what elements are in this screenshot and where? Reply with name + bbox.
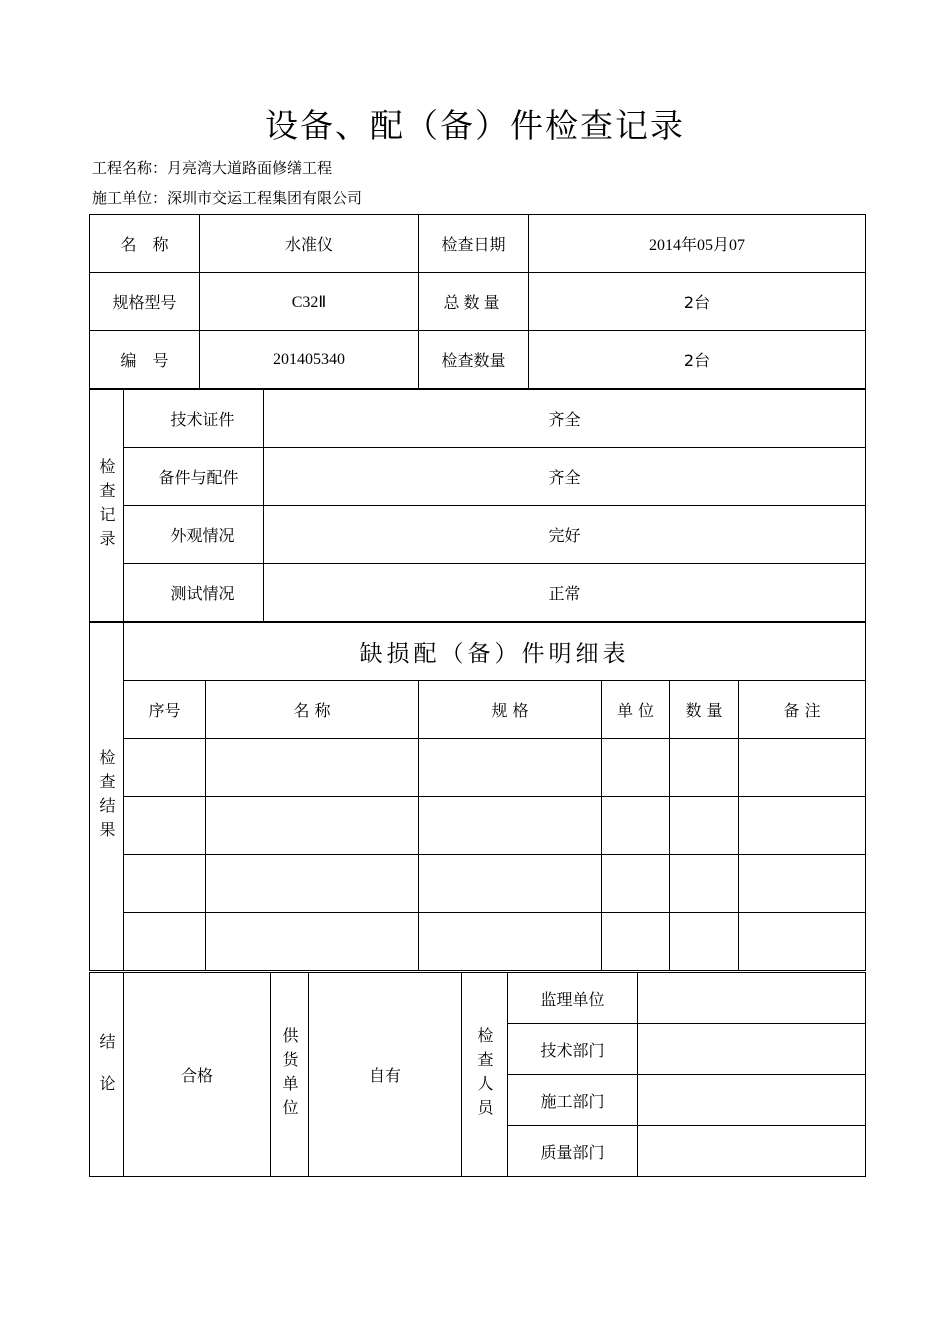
supplier-label: 供货单位 — [280, 1026, 299, 1123]
detail-cell — [206, 739, 419, 797]
detail-cell — [739, 855, 866, 913]
inspection-record-table — [89, 389, 866, 622]
record-row — [90, 390, 866, 448]
detail-cell — [602, 913, 670, 971]
conclusion-row — [90, 973, 866, 1024]
record-section-label: 检查记录 — [97, 457, 116, 554]
column-header: 单 位 — [602, 681, 670, 739]
record-row-value: 齐全 — [264, 448, 866, 506]
info-row-model — [90, 273, 866, 331]
record-row — [90, 506, 866, 564]
column-header: 数 量 — [670, 681, 739, 739]
detail-row — [90, 739, 866, 797]
page-title: 设备、配（备）件检查记录 — [265, 106, 685, 145]
signature-cell — [638, 973, 866, 1024]
serial-value: 201405340 — [200, 331, 419, 389]
equipment-info-table — [89, 214, 866, 389]
detail-cell — [670, 855, 739, 913]
conclusion-label-cell — [90, 973, 124, 1177]
model-label: 规格型号 — [90, 273, 200, 331]
record-section-cell — [90, 390, 124, 622]
conclusion-table — [89, 972, 866, 1177]
record-row — [90, 448, 866, 506]
inspector-label: 检查人员 — [475, 1026, 494, 1123]
conclusion-label: 结论 — [97, 1032, 116, 1117]
result-section-label: 检查结果 — [97, 748, 116, 845]
department-label: 质量部门 — [508, 1126, 638, 1177]
date-label: 检查日期 — [419, 215, 529, 273]
detail-cell — [206, 913, 419, 971]
detail-cell — [419, 797, 602, 855]
name-value: 水准仪 — [200, 215, 419, 273]
detail-cell — [419, 855, 602, 913]
signature-cell — [638, 1126, 866, 1177]
detail-title-row — [90, 623, 866, 681]
serial-label: 编 号 — [90, 331, 200, 389]
detail-cell — [206, 855, 419, 913]
conclusion-value: 合格 — [124, 973, 271, 1177]
department-label: 监理单位 — [508, 973, 638, 1024]
info-row-name — [90, 215, 866, 273]
detail-cell — [739, 797, 866, 855]
name-label: 名 称 — [90, 215, 200, 273]
total-label: 总数量 — [419, 273, 529, 331]
contractor-name: 施工单位：深圳市交运工程集团有限公司 — [92, 189, 363, 207]
record-row — [90, 564, 866, 622]
project-name: 工程名称：月亮湾大道路面修缮工程 — [92, 159, 333, 177]
total-value: 2台 — [529, 273, 866, 331]
detail-cell — [419, 739, 602, 797]
detail-cell — [670, 913, 739, 971]
record-row-label: 外观情况 — [124, 506, 264, 564]
supplier-label-cell — [271, 973, 309, 1177]
department-label: 施工部门 — [508, 1075, 638, 1126]
column-header: 规 格 — [419, 681, 602, 739]
detail-cell — [124, 739, 206, 797]
record-row-label: 备件与配件 — [124, 448, 264, 506]
detail-cell — [670, 797, 739, 855]
department-label: 技术部门 — [508, 1024, 638, 1075]
detail-row — [90, 855, 866, 913]
record-row-value: 齐全 — [264, 390, 866, 448]
checked-label: 检查数量 — [419, 331, 529, 389]
signature-cell — [638, 1075, 866, 1126]
detail-cell — [124, 913, 206, 971]
detail-cell — [124, 797, 206, 855]
record-row-label: 技术证件 — [124, 390, 264, 448]
result-section-cell — [90, 623, 124, 971]
date-value: 2014年05月07 — [529, 215, 866, 273]
column-header: 名 称 — [206, 681, 419, 739]
detail-cell — [419, 913, 602, 971]
detail-row — [90, 913, 866, 971]
detail-cell — [602, 739, 670, 797]
detail-cell — [739, 739, 866, 797]
model-value: C32Ⅱ — [200, 273, 419, 331]
detail-cell — [124, 855, 206, 913]
record-row-value: 完好 — [264, 506, 866, 564]
detail-title: 缺损配（备）件明细表 — [124, 623, 866, 681]
detail-cell — [602, 855, 670, 913]
inspection-result-table — [89, 622, 866, 971]
inspector-label-cell — [462, 973, 508, 1177]
record-row-value: 正常 — [264, 564, 866, 622]
record-row-label: 测试情况 — [124, 564, 264, 622]
detail-cell — [670, 739, 739, 797]
detail-header-row — [90, 681, 866, 739]
signature-cell — [638, 1024, 866, 1075]
column-header: 备 注 — [739, 681, 866, 739]
supplier-value: 自有 — [309, 973, 462, 1177]
info-row-serial — [90, 331, 866, 389]
detail-cell — [206, 797, 419, 855]
detail-row — [90, 797, 866, 855]
detail-cell — [602, 797, 670, 855]
column-header: 序号 — [124, 681, 206, 739]
checked-value: 2台 — [529, 331, 866, 389]
detail-cell — [739, 913, 866, 971]
